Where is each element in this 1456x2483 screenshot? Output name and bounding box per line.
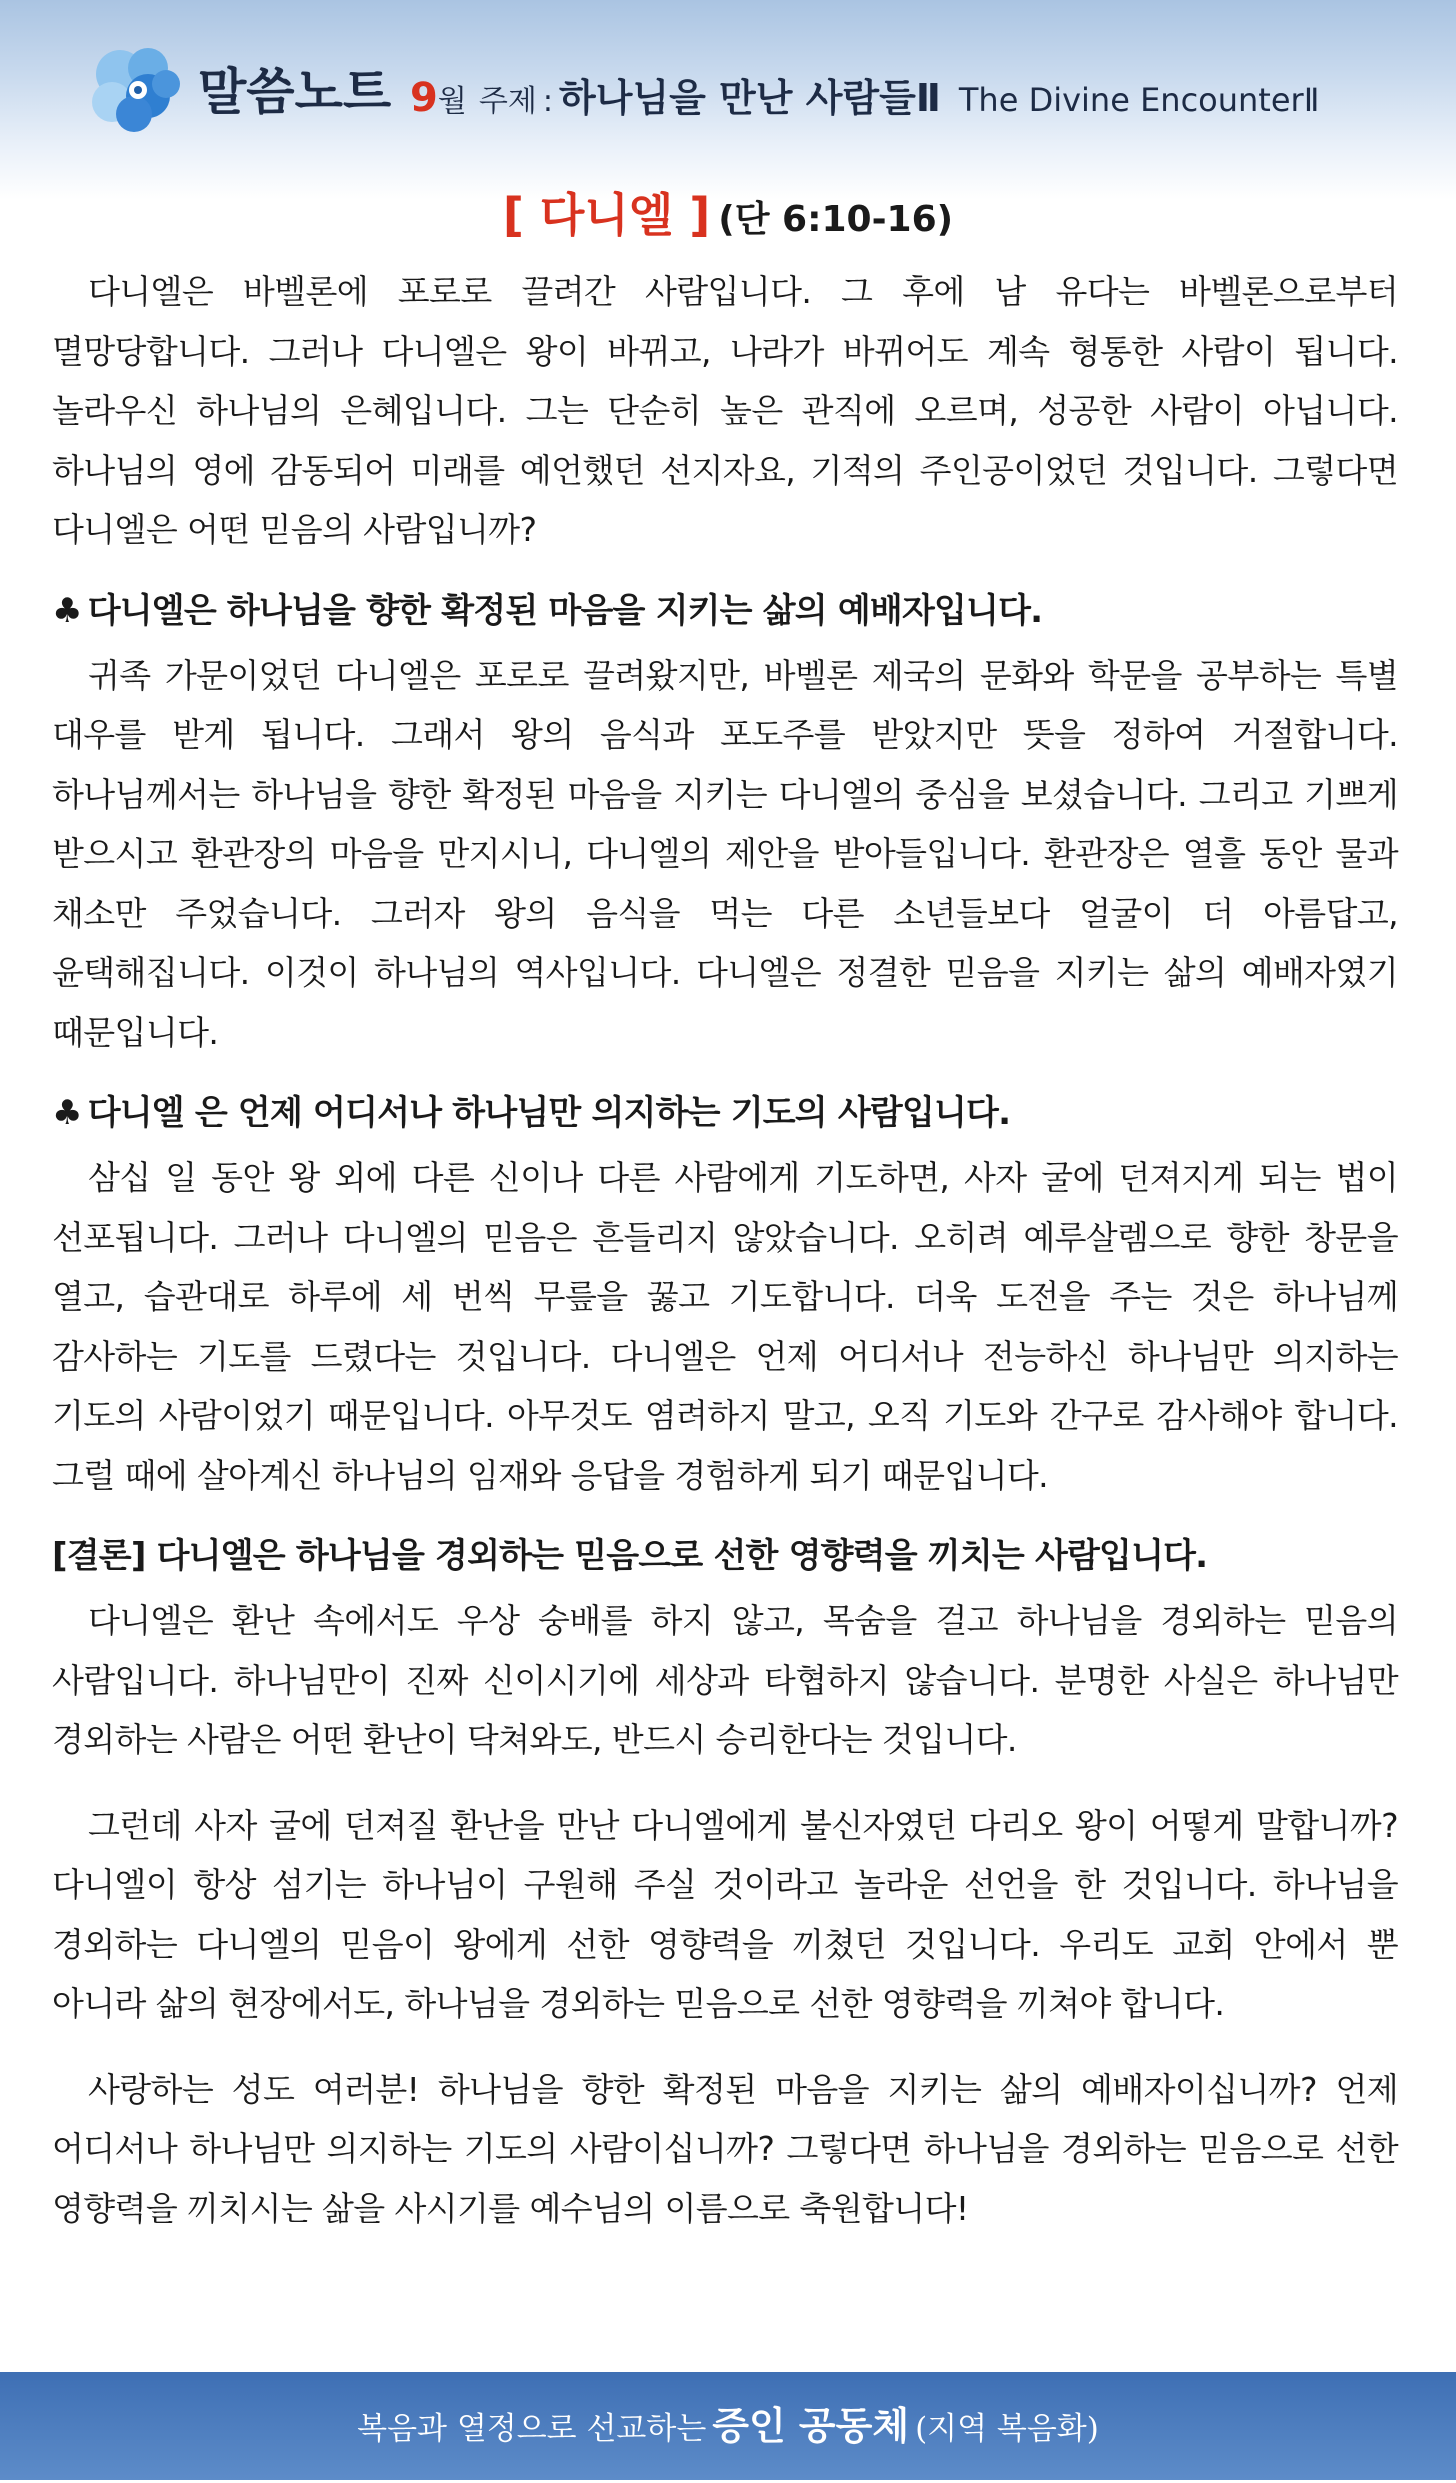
- footer-suffix: (지역 복음화): [915, 2411, 1099, 2447]
- section-heading-text: 다니엘은 하나님을 향한 확정된 마음을 지키는 삶의 예배자입니다.: [87, 590, 1043, 631]
- closing-paragraph: 사랑하는 성도 여러분! 하나님을 향한 확정된 마음을 지키는 삶의 예배자이십니까? 언제 어디서나 하나님만 의지하는 기도의 사람이십니까? 그렇다면 하나님을 경외하는 믿음으로 선한 영향력을 끼치시는 삶을 사시기를 예수님의 이름으로 축원합니다!: [52, 2069, 1398, 2228]
- conclusion-heading: [52, 1531, 1398, 1581]
- footer-prefix: 복음과 열정으로 선교하는: [357, 2411, 707, 2447]
- club-icon: ♣: [52, 590, 82, 631]
- scripture-reference: (단 6:10-16): [718, 199, 954, 240]
- blue-flower-icon: [86, 44, 190, 140]
- footer-emphasis: 증인 공동체: [712, 2403, 910, 2448]
- section-heading: [52, 1088, 1398, 1138]
- intro-paragraph: 다니엘은 바벨론에 포로로 끌려간 사람입니다. 그 후에 남 유다는 바벨론으로부터 멸망당합니다. 그러나 다니엘은 왕이 바뀌고, 나라가 바뀌어도 계속 형통한 사람이 됩니다. 놀라우신 하나님의 은혜입니다. 그는 단순히 높은 관직에 오르며, 성공한 사람이 아닙니다. 하나님의 영에 감동되어 미래를 예언했던 선지자요, 기적의 주인공이었던 것입니다. 그렇다면 다니엘은 어떤 믿음의 사람입니까?: [52, 272, 1398, 549]
- theme-title-korean: 하나님을 만난 사람들Ⅱ: [559, 76, 941, 120]
- sermon-title: [0, 180, 1456, 261]
- closing-paragraph: 그런데 사자 굴에 던져질 환난을 만난 다니엘에게 불신자였던 다리오 왕이 어떻게 말합니까? 다니엘이 항상 섬기는 하나님이 구원해 주실 것이라고 놀라운 선언을 한 것입니다. 하나님을 경외하는 다니엘의 믿음이 왕에게 선한 영향력을 끼쳤던 것입니다. 우리도 교회 안에서 뿐 아니라 삶의 현장에서도, 하나님을 경외하는 믿음으로 선한 영향력을 끼쳐야 합니다.: [52, 1805, 1398, 2023]
- sermon-subject: [ 다니엘 ]: [502, 188, 711, 242]
- conclusion-paragraph: 다니엘은 환난 속에서도 우상 숭배를 하지 않고, 목숨을 걸고 하나님을 경외하는 믿음의 사람입니다. 하나님만이 진짜 신이시기에 세상과 타협하지 않습니다. 분명한 사실은 하나님만 경외하는 사람은 어떤 환난이 닥쳐와도, 반드시 승리한다는 것입니다.: [52, 1601, 1398, 1759]
- theme-month: 9: [410, 75, 438, 121]
- section-heading-text: 다니엘 은 언제 어디서나 하나님만 의지하는 기도의 사람입니다.: [87, 1093, 1011, 1133]
- footer-banner: [0, 2372, 1456, 2480]
- section-paragraph: 귀족 가문이었던 다니엘은 포로로 끌려왔지만, 바벨론 제국의 문화와 학문을 공부하는 특별 대우를 받게 됩니다. 그래서 왕의 음식과 포도주를 받았지만 뜻을 정하여 거절합니다. 하나님께서는 하나님을 향한 확정된 마음을 지키는 다니엘의 중심을 보셨습니다. 그리고 기쁘게 받으시고 환관장의 마음을 만지시니, 다니엘의 제안을 받아들입니다. 환관장은 열흘 동안 물과 채소만 주었습니다. 그러자 왕의 음식을 먹는 다른 소년들보다 얼굴이 더 아름답고, 윤택해집니다. 이것이 하나님의 역사입니다. 다니엘은 정결한 믿음을 지키는 삶의 예배자였기 때문입니다.: [52, 655, 1398, 1052]
- section-paragraph: 삼십 일 동안 왕 외에 다른 신이나 다른 사람에게 기도하면, 사자 굴에 던져지게 되는 법이 선포됩니다. 그러나 다니엘의 믿음은 흔들리지 않았습니다. 오히려 예루살렘으로 향한 창문을 열고, 습관대로 하루에 세 번씩 무릎을 꿇고 기도합니다. 더욱 도전을 주는 것은 하나님께 감사하는 기도를 드렸다는 것입니다. 다니엘은 언제 어디서나 전능하신 하나님만 의지하는 기도의 사람이었기 때문입니다. 아무것도 염려하지 말고, 오직 기도와 간구로 감사해야 합니다. 그럴 때에 살아계신 하나님의 임재와 응답을 경험하게 되기 때문입니다.: [52, 1158, 1398, 1495]
- theme-title-english: The Divine EncounterⅡ: [958, 81, 1320, 119]
- section-heading: [52, 586, 1398, 636]
- monthly-theme: [410, 72, 1319, 128]
- sermon-body: [52, 262, 1398, 2238]
- club-icon: ♣: [52, 1093, 82, 1133]
- brand-title: 말씀노트: [198, 63, 392, 121]
- theme-label: 주제: [478, 84, 537, 119]
- theme-month-suffix: 월: [437, 84, 467, 119]
- conclusion-heading-text: [결론] 다니엘은 하나님을 경외하는 믿음으로 선한 영향력을 끼치는 사람입니다.: [52, 1536, 1208, 1576]
- theme-colon: :: [542, 84, 553, 119]
- header-banner: [0, 0, 1456, 200]
